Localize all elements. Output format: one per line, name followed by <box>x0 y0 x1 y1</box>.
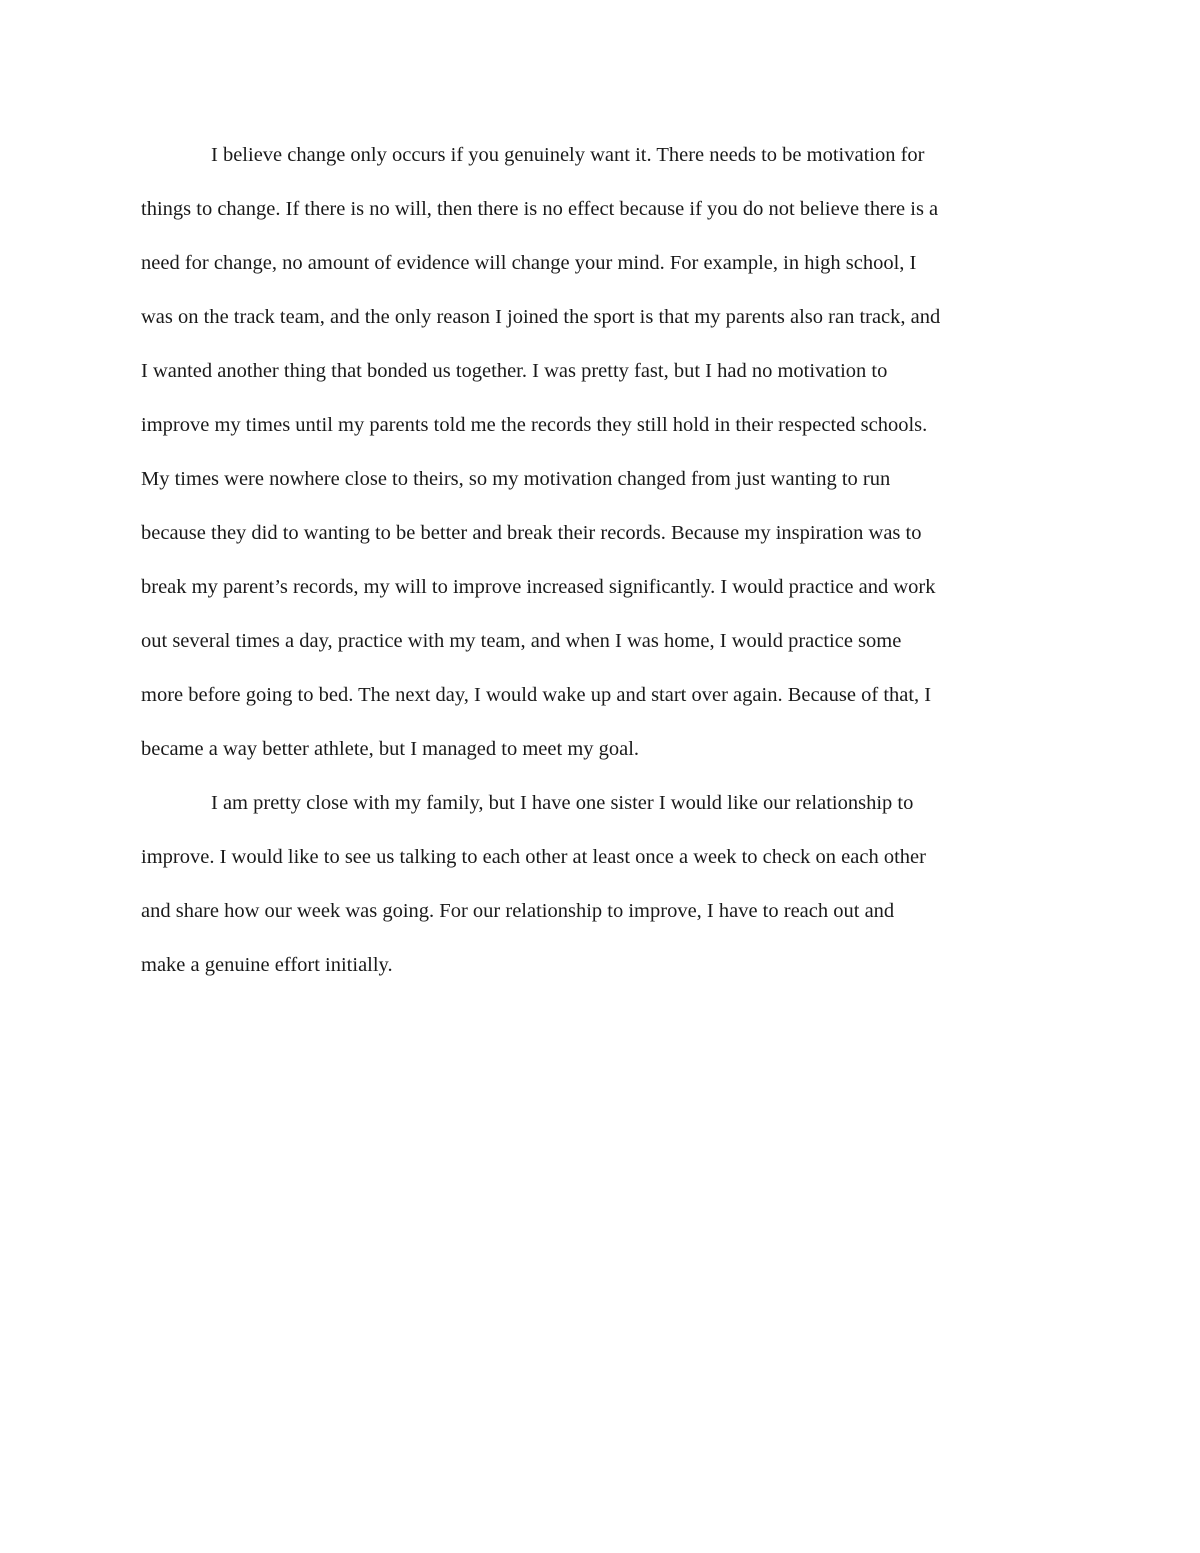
document-body <box>141 128 1061 992</box>
paragraph-1 <box>141 128 1061 776</box>
text-line: became a way better athlete, but I managed to meet my goal. <box>141 738 640 760</box>
text-line: things to change. If there is no will, then there is no effect because if you do not believe there is a <box>141 198 939 220</box>
text-line: I believe change only occurs if you genuinely want it. There needs to be motivation for <box>211 144 925 166</box>
text-line: out several times a day, practice with my team, and when I was home, I would practice some <box>141 630 902 652</box>
text-line: was on the track team, and the only reason I joined the sport is that my parents also ran track, and <box>141 306 941 328</box>
text-line: I wanted another thing that bonded us together. I was pretty fast, but I had no motivation to <box>141 360 888 382</box>
text-line: because they did to wanting to be better and break their records. Because my inspiration was to <box>141 522 922 544</box>
text-line: more before going to bed. The next day, I would wake up and start over again. Because of that, I <box>141 684 932 706</box>
paragraph-2 <box>141 776 1061 992</box>
text-line: break my parent’s records, my will to improve increased significantly. I would practice and work <box>141 576 936 598</box>
text-line: My times were nowhere close to theirs, so my motivation changed from just wanting to run <box>141 468 891 490</box>
text-line: and share how our week was going. For our relationship to improve, I have to reach out and <box>141 900 895 922</box>
text-line: improve my times until my parents told me the records they still hold in their respected schools. <box>141 414 928 436</box>
text-line: I am pretty close with my family, but I have one sister I would like our relationship to <box>211 792 914 814</box>
text-line: need for change, no amount of evidence will change your mind. For example, in high school, I <box>141 252 917 274</box>
text-line: improve. I would like to see us talking to each other at least once a week to check on each other <box>141 846 926 868</box>
text-line: make a genuine effort initially. <box>141 954 393 976</box>
